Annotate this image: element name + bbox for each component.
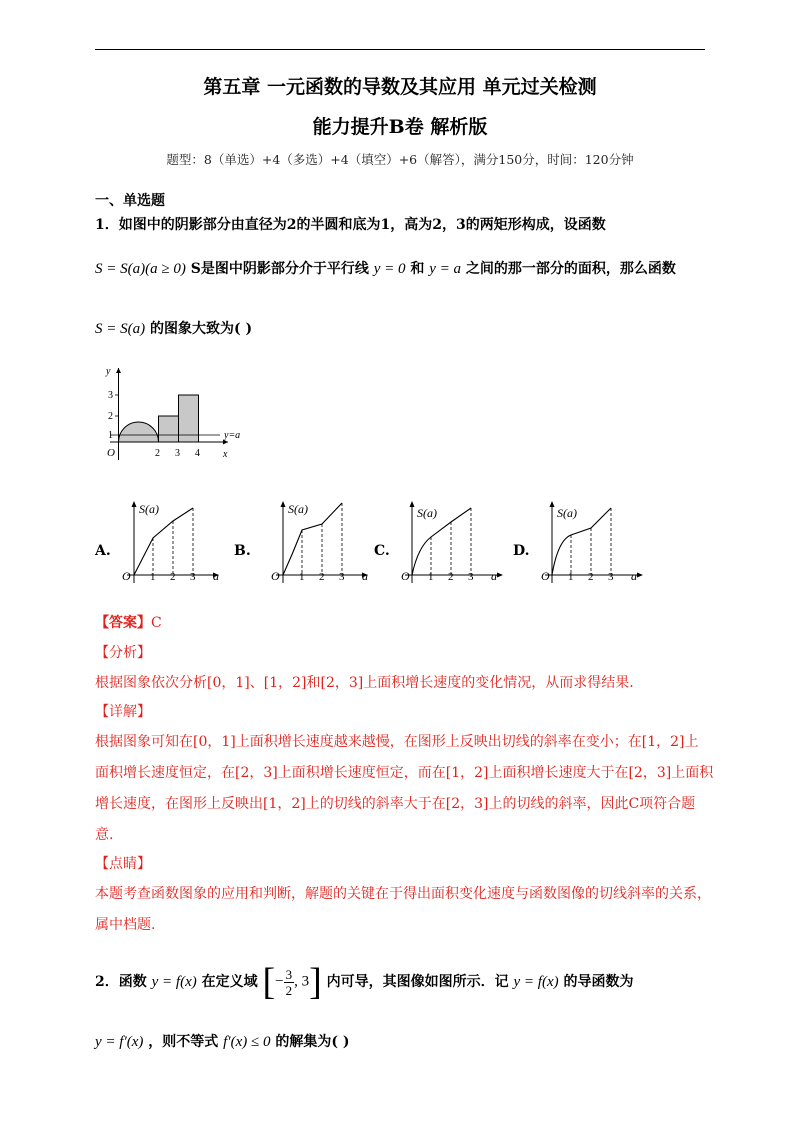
y-axis-arrow xyxy=(116,368,121,373)
top-rule xyxy=(95,49,705,50)
section-title: 一、单选题 xyxy=(95,193,165,209)
q1-text-d: 的图象大致为( ) xyxy=(150,321,253,337)
option-b-graph xyxy=(266,495,376,585)
analysis-text: 根据图象依次分析[0，1]、[1，2]和[2，3]上面积增长速度的变化情况，从而求得结果. xyxy=(95,675,634,691)
option-d-letter: D. xyxy=(513,543,530,559)
fig-line-label: y=a xyxy=(224,430,241,441)
detail-line-4: 意. xyxy=(95,827,114,843)
option-c-graph xyxy=(401,495,511,585)
q1-figure xyxy=(100,360,260,472)
option-a-graph xyxy=(117,495,227,585)
option-d-graph xyxy=(541,495,651,585)
semicircle xyxy=(119,422,159,442)
q2-line2 xyxy=(95,1031,349,1051)
fig-origin: O xyxy=(107,447,115,459)
q2-line1 xyxy=(95,963,634,1001)
detail-tag: 【详解】 xyxy=(95,704,151,720)
q1-text-b: 和 xyxy=(410,261,425,277)
interval-fraction xyxy=(284,967,295,998)
option-c-xlabel: a xyxy=(491,569,497,583)
fig-x-tick-3: 3 xyxy=(175,448,180,459)
option-d-tick-2: 2 xyxy=(588,571,594,583)
option-b-xlabel: a xyxy=(362,569,368,583)
answer-tag: 【答案】 xyxy=(95,615,151,631)
q1-math-s: S = S(a) xyxy=(95,321,146,337)
q1-line2 xyxy=(95,258,676,278)
q1-text-a: S是图中阴影部分介于平行线 xyxy=(190,261,369,277)
q2-text-a: 在定义域 xyxy=(201,974,258,990)
option-d-tick-1: 1 xyxy=(568,571,574,583)
fig-y-tick-2: 2 xyxy=(108,411,113,422)
bracket-left: [ xyxy=(262,961,276,1003)
option-a-tick-2: 2 xyxy=(170,571,176,583)
option-b-tick-3: 3 xyxy=(339,571,345,583)
option-c-tick-3: 3 xyxy=(468,571,474,583)
option-c-origin: O xyxy=(401,569,410,583)
analysis-tag: 【分析】 xyxy=(95,645,151,661)
exam-meta: 题型：8（单选）+4（多选）+4（填空）+6（解答），满分150分，时间：120分钟 xyxy=(166,152,634,167)
option-a-tick-3: 3 xyxy=(190,571,196,583)
comment-tag: 【点睛】 xyxy=(95,856,151,872)
q1-text-c: 之间的那一部分的面积，那么函数 xyxy=(465,261,676,277)
answer-line xyxy=(95,612,162,632)
option-b-tick-1: 1 xyxy=(299,571,305,583)
q2-line2-text: ，则不等式 xyxy=(148,1034,219,1050)
q2-text-b: 内可导，其图像如图所示．记 xyxy=(326,974,509,990)
option-a-letter: A. xyxy=(95,543,111,559)
option-c-tick-2: 2 xyxy=(448,571,454,583)
option-b-ylabel: S(a) xyxy=(288,502,308,516)
q1-line3 xyxy=(95,318,252,338)
option-a-tick-1: 1 xyxy=(150,571,156,583)
fig-y-label: y xyxy=(106,366,111,377)
answer-value: C xyxy=(151,615,162,631)
q1-math-y0: y = 0 xyxy=(373,261,406,277)
q2-math-f: y = f(x) xyxy=(151,974,197,990)
option-a-xlabel: a xyxy=(213,569,219,583)
q1-math-s-def: S = S(a)(a ≥ 0) xyxy=(95,261,186,277)
option-c-tick-1: 1 xyxy=(428,571,434,583)
option-a-ylabel: S(a) xyxy=(139,502,159,516)
q2-math-derivative: y = f′(x) xyxy=(95,1034,144,1050)
q2-math-inequality: f′(x) ≤ 0 xyxy=(223,1034,271,1050)
fig-x-tick-2: 2 xyxy=(155,448,160,459)
q2-text-c: 的导函数为 xyxy=(563,974,634,990)
option-d-origin: O xyxy=(541,569,550,583)
option-d-tick-3: 3 xyxy=(608,571,614,583)
interval-minus: − xyxy=(275,973,284,990)
fig-x-tick-4: 4 xyxy=(195,448,200,459)
option-c-ylabel: S(a) xyxy=(417,506,437,520)
page-subtitle: 能力提升B卷 解析版 xyxy=(312,116,488,138)
option-c-letter: C. xyxy=(374,543,390,559)
fig-x-label: x xyxy=(223,449,228,460)
q1-line1: 1．如图中的阴影部分由直径为2的半圆和底为1，高为2，3的两矩形构成，设函数 xyxy=(95,217,606,233)
detail-line-3: 增长速度，在图形上反映出[1，2]上的切线的斜率大于在[2，3]上的切线的斜率，因此C项符合题 xyxy=(95,796,696,812)
interval-tail: , 3 xyxy=(294,973,310,990)
comment-line-1: 本题考查函数图象的应用和判断，解题的关键在于得出面积变化速度与函数图像的切线斜率的关系， xyxy=(95,886,711,902)
option-b-tick-2: 2 xyxy=(319,571,325,583)
fig-y-tick-3: 3 xyxy=(108,390,113,401)
option-b-letter: B. xyxy=(234,543,251,559)
detail-line-2: 面积增长速度恒定，在[2，3]上面积增长速度恒定，而在[1，2]上面积增长速度大于在[2，3]上面积 xyxy=(95,765,714,781)
bracket-right: ] xyxy=(309,961,322,1003)
detail-line-1: 根据图象可知在[0，1]上面积增长速度越来越慢，在图形上反映出切线的斜率在变小；在[1，2]上 xyxy=(95,734,699,750)
page-title: 第五章 一元函数的导数及其应用 单元过关检测 xyxy=(203,76,597,98)
interval-denominator: 2 xyxy=(285,982,293,998)
interval-numerator: 3 xyxy=(285,966,293,982)
option-b-origin: O xyxy=(271,569,280,583)
option-d-xlabel: a xyxy=(631,569,637,583)
option-d-ylabel: S(a) xyxy=(557,506,577,520)
q2-math-f2: y = f(x) xyxy=(513,974,559,990)
rect-height-2 xyxy=(159,416,179,442)
q2-line2-text-b: 的解集为( ) xyxy=(275,1034,350,1050)
option-a-curve xyxy=(134,508,193,575)
q1-math-ya: y = a xyxy=(429,261,462,277)
option-a-origin: O xyxy=(122,569,131,583)
comment-line-2: 属中档题. xyxy=(95,917,156,933)
fig-y-tick-1: 1 xyxy=(108,430,113,441)
q2-label: 2．函数 xyxy=(95,974,147,990)
q2-interval xyxy=(262,963,321,1001)
